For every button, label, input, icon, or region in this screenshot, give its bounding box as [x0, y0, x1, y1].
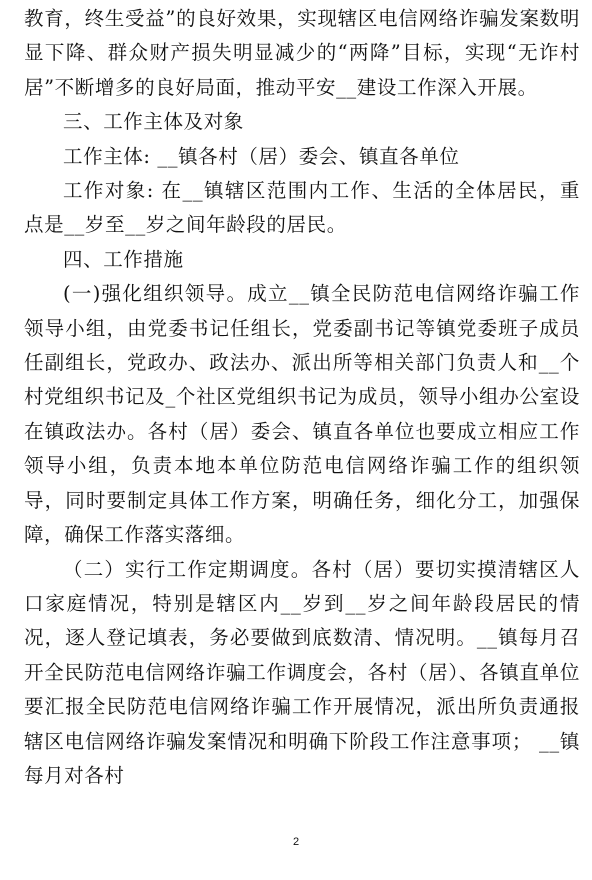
paragraph-measure-organization: (一)强化组织领导。成立__镇全民防范电信网络诈骗工作领导小组，由党委书记任组长，党委副书记等镇党委班子成员任副组长，党政办、政法办、派出所等相关部门负责人和__个村党组织书记及_个社区党组织书记为成员，领导小组办公室设在镇政法办。各村（居）委会、镇直各单位也要成立相应工作领导小组，负责本地本单位防范电信网络诈骗工作的组织领导，同时要制定具体工作方案，明确任务，细化分工，加强保障，确保工作落实落细。 [24, 282, 580, 547]
section-heading-work-measures: 四、工作措施 [63, 247, 184, 271]
paragraph-work-subject: 工作主体: __镇各村（居）委会、镇直各单位 [63, 144, 460, 168]
page-number: 2 [292, 836, 300, 848]
section-heading-work-subjects: 三、工作主体及对象 [63, 110, 244, 134]
paragraph-measure-scheduling: （二）实行工作定期调度。各村（居）要切实摸清辖区人口家庭情况，特别是辖区内__岁到__岁之间年龄段居民的情况，逐人登记填表，务必要做到底数清、情况明。__镇每月召开全民防范电信网络诈骗工作调度会，各村（居）、各镇直单位要汇报全民防范电信网络诈骗工作开展情况，派出所负责通报辖区电信网络诈骗发案情况和明确下阶段工作注意事项； __镇每月对各村 [24, 557, 580, 787]
paragraph-work-target: 工作对象: 在__镇辖区范围内工作、生活的全体居民，重点是__岁至__岁之间年龄段的居民。 [24, 179, 580, 237]
paragraph-continuation: 教育，终生受益”的良好效果，实现辖区电信网络诈骗发案数明显下降、群众财产损失明显减少的“两降”目标，实现“无诈村居”不断增多的良好局面，推动平安__建设工作深入开展。 [24, 7, 580, 99]
document-body [24, 2, 580, 793]
